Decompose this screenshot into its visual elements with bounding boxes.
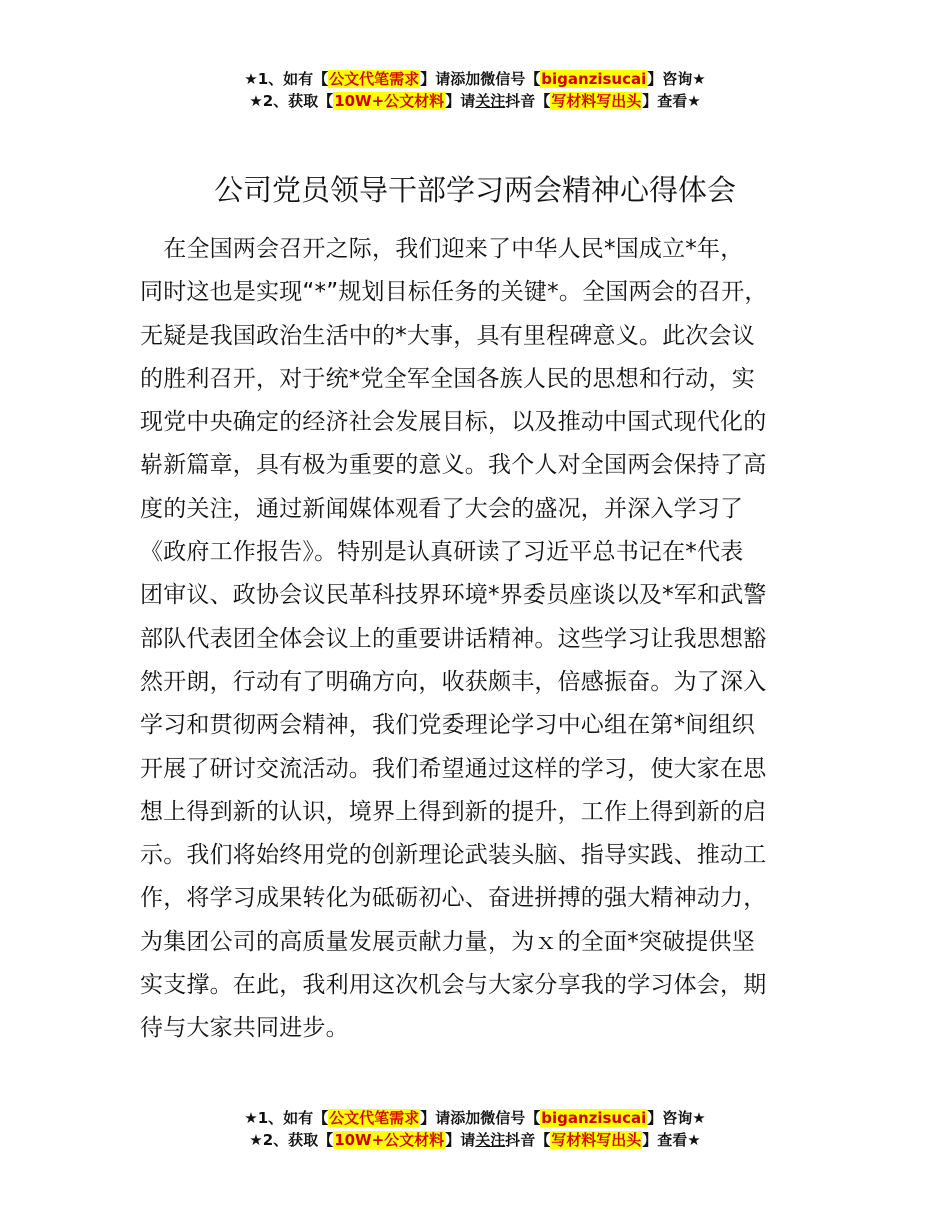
promo-text: ★2、获取【 [249,1131,334,1149]
promo-line-1 [0,68,950,90]
promo-highlight: 10W+公文材料 [334,1131,445,1149]
promo-wechat-id: biganzisucai [541,1109,647,1127]
promo-text: 】请添加微信号【 [420,70,541,88]
promo-text: ★1、如有【 [244,1109,329,1127]
document-title: 公司党员领导干部学习两会精神心得体会 [213,173,736,207]
promo-highlight: 公文代笔需求 [329,1109,420,1127]
body-line: 《政府工作报告》。特别是认真研读了习近平总书记在*代表 [140,539,744,566]
promo-line-2 [0,90,950,112]
header-promo [0,68,950,112]
promo-underlined-text: 关注 [475,1131,506,1149]
body-line: 为集团公司的高质量发展贡献力量，为ｘ的全面*突破提供坚 [140,928,755,955]
body-line: 部队代表团全体会议上的重要讲话精神。这些学习让我思想豁 [140,625,767,652]
promo-text: 】查看★ [642,92,701,110]
promo-underlined-text: 关注 [475,92,506,110]
body-line: 的胜利召开，对于统*党全军全国各族人民的思想和行动，实 [140,365,755,392]
body-line: 作，将学习成果转化为砥砺初心、奋进拼搏的强大精神动力， [140,885,767,912]
body-line: 同时这也是实现“*”规划目标任务的关键*。全国两会的召开， [140,279,768,306]
promo-text: 】咨询★ [647,70,706,88]
promo-text: 抖音【 [505,92,551,110]
promo-text: 】查看★ [642,1131,701,1149]
promo-text: 】请 [445,1131,476,1149]
body-line: 学习和贯彻两会精神，我们党委理论学习中心组在第*间组织 [140,712,755,739]
promo-wechat-id: biganzisucai [541,70,647,88]
document-body [140,228,830,1051]
body-line: 开展了研讨交流活动。我们希望通过这样的学习，使大家在思 [140,755,767,782]
promo-highlight: 写材料写出头 [551,92,642,110]
promo-text: ★1、如有【 [244,70,329,88]
promo-line-1 [0,1107,950,1129]
body-line: 现党中央确定的经济社会发展目标，以及推动中国式现代化的 [140,409,767,436]
body-line: 示。我们将始终用党的创新理论武装头脑、指导实践、推动工 [140,842,767,869]
body-line: 待与大家共同进步。 [140,1015,349,1042]
promo-highlight: 写材料写出头 [551,1131,642,1149]
body-line: 度的关注，通过新闻媒体观看了大会的盛况，并深入学习了 [140,495,744,522]
body-line: 然开朗，行动有了明确方向，收获颇丰，倍感振奋。为了深入 [140,668,767,695]
body-line: 在全国两会召开之际，我们迎来了中华人民*国成立*年， [140,236,744,262]
body-line: 无疑是我国政治生活中的*大事，具有里程碑意义。此次会议 [140,322,755,349]
promo-text: 抖音【 [505,1131,551,1149]
body-line: 团审议、政协会议民革科技界环境*界委员座谈以及*军和武警 [140,582,767,609]
body-line: 实支撑。在此，我利用这次机会与大家分享我的学习体会，期 [140,972,767,999]
promo-text: 】咨询★ [647,1109,706,1127]
body-line: 想上得到新的认识，境界上得到新的提升，工作上得到新的启 [140,798,767,825]
promo-text: ★2、获取【 [249,92,334,110]
body-line: 崭新篇章，具有极为重要的意义。我个人对全国两会保持了高 [140,452,767,479]
promo-line-2 [0,1129,950,1151]
promo-text: 】请 [445,92,476,110]
promo-text: 】请添加微信号【 [420,1109,541,1127]
promo-highlight: 10W+公文材料 [334,92,445,110]
footer-promo [0,1107,950,1151]
promo-highlight: 公文代笔需求 [329,70,420,88]
